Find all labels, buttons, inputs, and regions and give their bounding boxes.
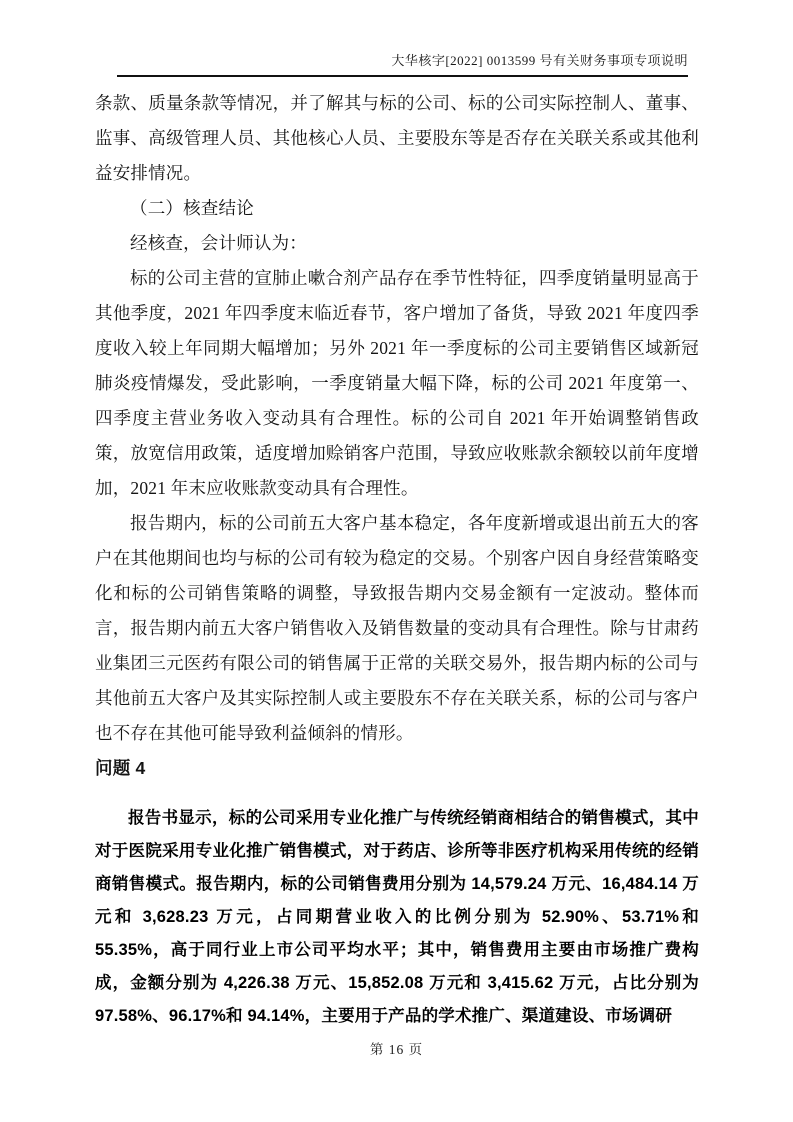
page-number: 第 16 页 [369,1042,424,1057]
section-heading-verification-conclusion: （二）核查结论 [130,198,254,218]
document-body [95,86,699,1033]
paragraph-conclusion-customers: 报告期内，标的公司前五大客户基本稳定，各年度新增或退出前五大的客户在其他期间也均与标的公司有较为稳定的交易。个别客户因自身经营策略变化和标的公司销售策略的调整，导致报告期内交易金额有一定波动。整体而言，报告期内前五大客户销售收入及销售数量的变动具有合理性。除与甘肃药业集团三元医药有限公司的销售属于正常的关联交易外，报告期内标的公司与其他前五大客户及其实际控制人或主要股东不存在关联关系，标的公司与客户也不存在其他可能导致利益倾斜的情形。 [95,513,699,743]
page-header-title: 大华核字[2022] 0013599 号有关财务事项专项说明 [117,52,688,77]
paragraph-carryover: 条款、质量条款等情况，并了解其与标的公司、标的公司实际控制人、董事、监事、高级管理人员、其他核心人员、主要股东等是否存在关联关系或其他利益安排情况。 [95,93,699,183]
paragraph-conclusion-seasonality: 标的公司主营的宣肺止嗽合剂产品存在季节性特征，四季度销量明显高于其他季度，2021 年四季度末临近春节，客户增加了备货，导致 2021 年度四季度收入较上年同期大幅增加；另外 2021 年一季度标的公司主要销售区域新冠肺炎疫情爆发，受此影响，一季度销量大幅下降，标的公司 2021 年度第一、四季度主营业务收入变动具有合理性。标的公司自 2021 年开始调整销售政策，放宽信用政策，适度增加赊销客户范围，导致应收账款余额较以前年度增加，2021 年末应收账款变动具有合理性。 [95,268,699,498]
question-4-body: 报告书显示，标的公司采用专业化推广与传统经销商相结合的销售模式，其中对于医院采用专业化推广销售模式，对于药店、诊所等非医疗机构采用传统的经销商销售模式。报告期内，标的公司销售费用分别为 14,579.24 万元、16,484.14 万元和 3,628.23 万元，占同期营业收入的比例分别为 52.90%、53.71%和 55.35%，高于同行业上市公司平均水平；其中，销售费用主要由市场推广费构成，金额分别为 4,226.38 万元、15,852.08 万元和 3,415.62 万元，占比分别为 97.58%、96.17%和 94.14%，主要用于产品的学术推广、渠道建设、市场调研 [95,809,699,1025]
paragraph-intro: 经核查，会计师认为： [130,233,307,253]
question-4-heading: 问题 4 [95,758,146,778]
